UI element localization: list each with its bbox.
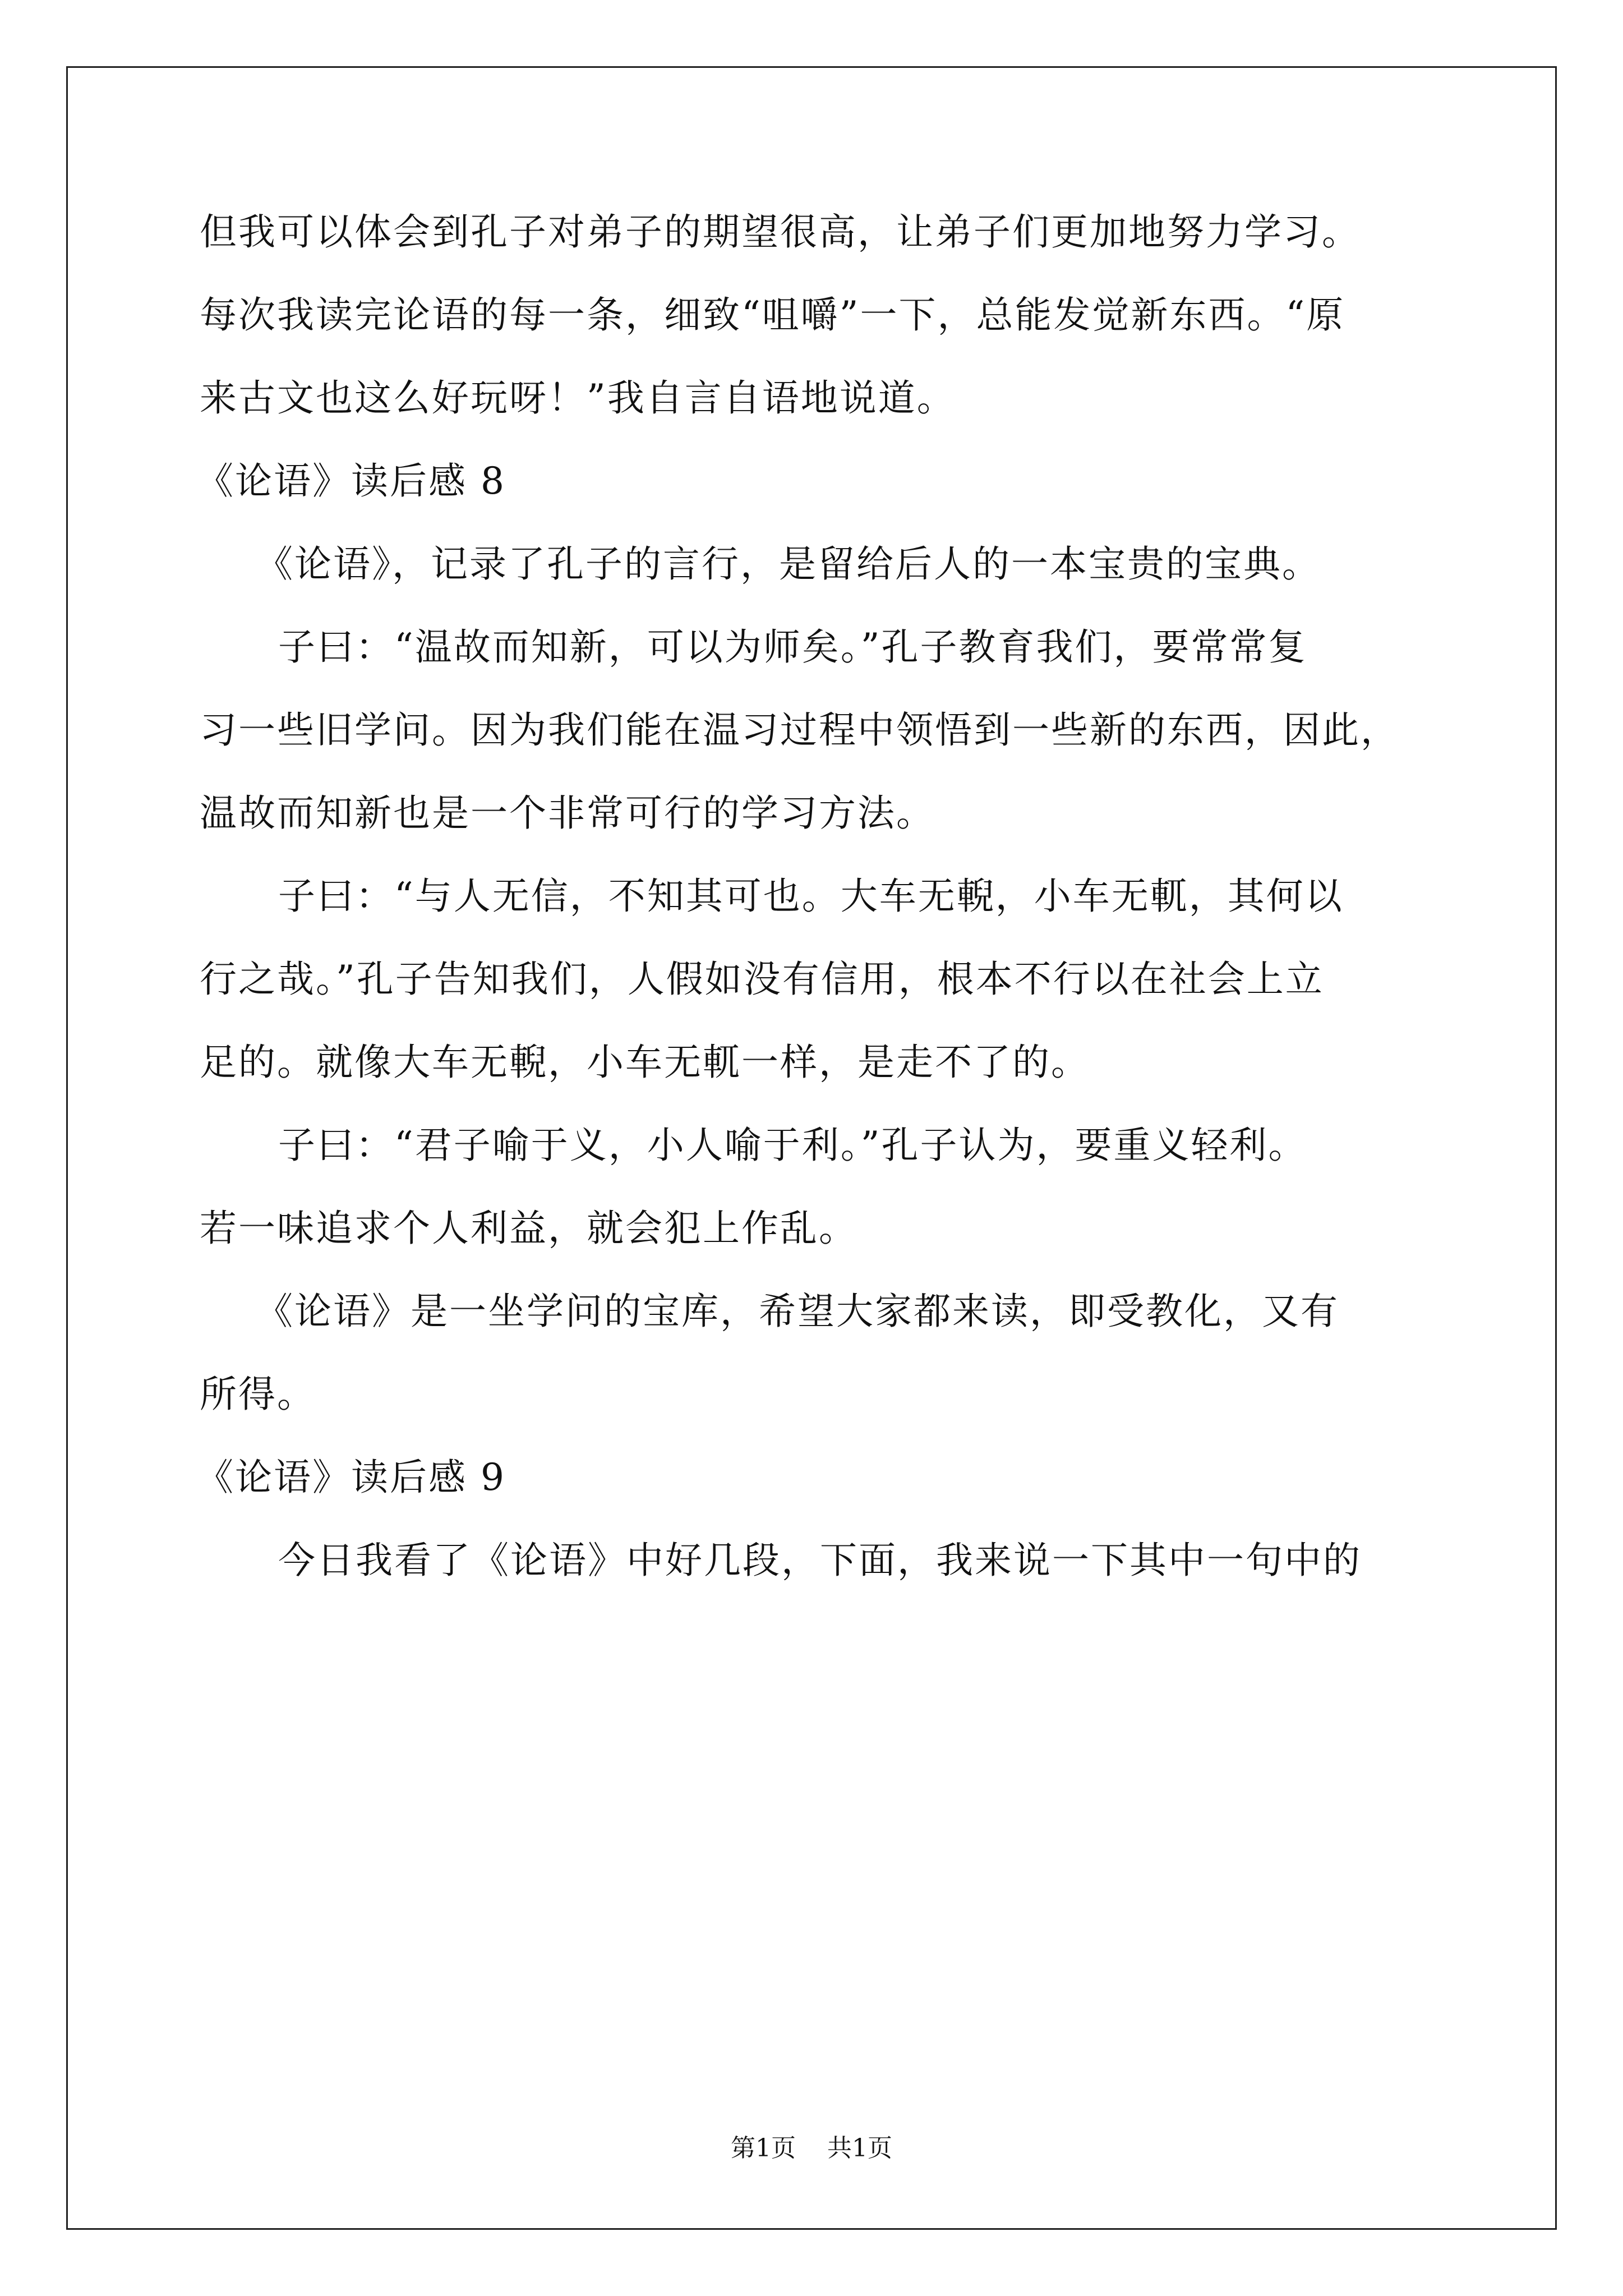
page-number-current: 第1页 (731, 2134, 796, 2162)
paragraph-line: 每次我读完论语的每一条，细致“咀嚼”一下，总能发觉新东西。“原 (200, 293, 1345, 337)
document-body (196, 191, 1445, 1602)
paragraph-line: 行之哉。”孔子告知我们，人假如没有信用，根本不行以在社会上立 (200, 958, 1324, 1001)
section-heading: 《论语》读后感 8 (196, 459, 506, 503)
paragraph-line: 但我可以体会到孔子对弟子的期望很高，让弟子们更加地努力学习。 (200, 210, 1361, 254)
paragraph-line: 子曰：“与人无信，不知其可也。大车无輗，小车无軏，其何以 (278, 875, 1344, 918)
paragraph-line: 今日我看了《论语》中好几段，下面，我来说一下其中一句中的 (278, 1539, 1362, 1582)
page-number-total: 共1页 (827, 2134, 892, 2162)
paragraph-line: 温故而知新也是一个非常可行的学习方法。 (200, 792, 935, 835)
paragraph-line: 来古文也这么好玩呀！”我自言自语地说道。 (200, 376, 956, 420)
section-heading: 《论语》读后感 9 (196, 1456, 506, 1499)
paragraph-line: 《论语》是一坐学问的宝库，希望大家都来读，即受教化，又有 (256, 1290, 1339, 1333)
paragraph-line: 子曰：“温故而知新，可以为师矣。”孔子教育我们，要常常复 (278, 625, 1307, 669)
page-footer (0, 2132, 1623, 2165)
paragraph-line: 习一些旧学问。因为我们能在温习过程中领悟到一些新的东西，因此， (200, 708, 1399, 752)
paragraph-line: 所得。 (200, 1373, 316, 1416)
paragraph-line: 足的。就像大车无輗，小车无軏一样，是走不了的。 (200, 1041, 1090, 1084)
paragraph-line: 子曰：“君子喻于义，小人喻于利。”孔子认为，要重义轻利。 (278, 1124, 1307, 1167)
paragraph-line: 《论语》，记录了孔子的言行，是留给后人的一本宝贵的宝典。 (256, 542, 1321, 586)
paragraph-line: 若一味追求个人利益，就会犯上作乱。 (200, 1207, 857, 1250)
